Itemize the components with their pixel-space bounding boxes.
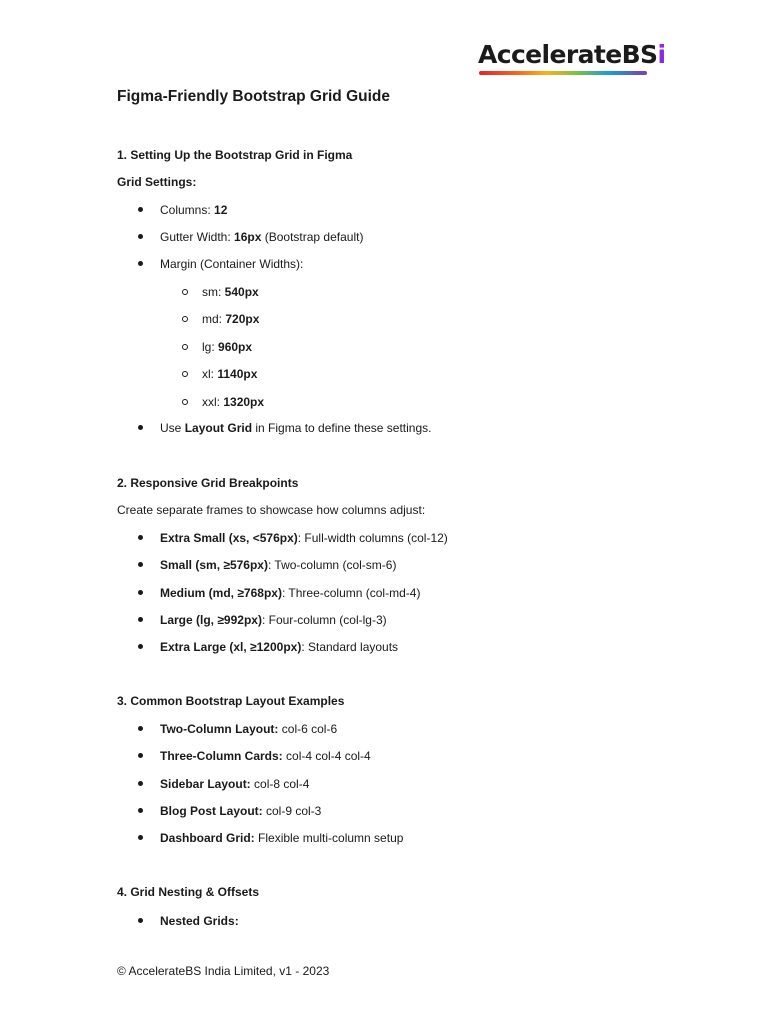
section-3-heading: 3. Common Bootstrap Layout Examples <box>117 694 345 708</box>
list-item <box>160 804 321 818</box>
grid-settings-subheading: Grid Settings: <box>117 175 197 189</box>
list-item <box>160 640 398 654</box>
item-bold: Three-Column Cards: <box>160 749 283 763</box>
list-item-columns <box>160 203 227 217</box>
document-title: Figma-Friendly Bootstrap Grid Guide <box>117 88 390 105</box>
container-item-xxl <box>202 395 264 409</box>
container-value: 1320px <box>223 395 265 409</box>
item-text: Flexible multi-column setup <box>254 831 404 845</box>
item-text: col-4 col-4 col-4 <box>282 749 371 763</box>
item-bold: Extra Large (xl, ≥1200px) <box>160 640 302 654</box>
circle-bullet-icon <box>182 316 188 322</box>
use-prefix: Use <box>160 421 185 435</box>
columns-label: Columns: <box>160 203 215 217</box>
logo-text-main: AccelerateBS <box>478 40 658 69</box>
bullet-icon <box>138 808 143 813</box>
gutter-suffix: (Bootstrap default) <box>261 230 364 244</box>
list-item <box>160 586 420 600</box>
container-item-lg <box>202 340 252 354</box>
container-item-md <box>202 312 259 326</box>
item-text: : Three-column (col-md-4) <box>281 586 421 600</box>
section-2-heading: 2. Responsive Grid Breakpoints <box>117 476 299 490</box>
bullet-icon <box>138 835 143 840</box>
logo-text-accent: i <box>657 40 666 69</box>
list-item <box>160 914 239 928</box>
circle-bullet-icon <box>182 289 188 295</box>
list-item-gutter <box>160 230 363 244</box>
bullet-icon <box>138 234 143 239</box>
container-value: 720px <box>225 312 260 326</box>
list-item <box>160 777 309 791</box>
bullet-icon <box>138 425 143 430</box>
container-label: sm: <box>202 285 225 299</box>
bullet-icon <box>138 207 143 212</box>
container-item-sm <box>202 285 259 299</box>
bullet-icon <box>138 918 143 923</box>
item-text: : Two-column (col-sm-6) <box>267 558 397 572</box>
item-text: col-8 col-4 <box>250 777 310 791</box>
logo-text <box>478 40 666 70</box>
item-text: col-9 col-3 <box>262 804 322 818</box>
bullet-icon <box>138 535 143 540</box>
item-bold: Nested Grids: <box>160 914 239 928</box>
section-4-heading: 4. Grid Nesting & Offsets <box>117 885 260 899</box>
item-text: : Full-width columns (col-12) <box>297 531 448 545</box>
item-bold: Two-Column Layout: <box>160 722 279 736</box>
list-item <box>160 613 387 627</box>
container-value: 1140px <box>217 367 258 381</box>
bullet-icon <box>138 261 143 266</box>
circle-bullet-icon <box>182 344 188 350</box>
item-bold: Dashboard Grid: <box>160 831 255 845</box>
list-item-layout-grid <box>160 421 431 435</box>
list-item <box>160 558 396 572</box>
item-bold: Small (sm, ≥576px) <box>160 558 268 572</box>
circle-bullet-icon <box>182 371 188 377</box>
item-bold: Large (lg, ≥992px) <box>160 613 262 627</box>
container-label: xxl: <box>202 395 224 409</box>
container-label: md: <box>202 312 226 326</box>
bullet-icon <box>138 644 143 649</box>
list-item-margin: Margin (Container Widths): <box>160 257 304 271</box>
gutter-label: Gutter Width: <box>160 230 235 244</box>
section-1-heading: 1. Setting Up the Bootstrap Grid in Figma <box>117 148 353 162</box>
bullet-icon <box>138 617 143 622</box>
company-logo <box>478 40 666 80</box>
container-value: 540px <box>224 285 259 299</box>
item-text: col-6 col-6 <box>278 722 338 736</box>
columns-value: 12 <box>214 203 228 217</box>
container-label: xl: <box>202 367 218 381</box>
logo-gradient-bar <box>479 71 647 75</box>
section-2-intro: Create separate frames to showcase how columns adjust: <box>117 503 426 517</box>
container-label: lg: <box>202 340 219 354</box>
container-value: 960px <box>218 340 253 354</box>
bullet-icon <box>138 562 143 567</box>
list-item <box>160 722 337 736</box>
gutter-value: 16px <box>234 230 262 244</box>
container-item-xl <box>202 367 257 381</box>
item-bold: Blog Post Layout: <box>160 804 263 818</box>
list-item <box>160 831 403 845</box>
item-bold: Extra Small (xs, <576px) <box>160 531 298 545</box>
list-item <box>160 749 371 763</box>
circle-bullet-icon <box>182 399 188 405</box>
use-suffix: in Figma to define these settings. <box>252 421 432 435</box>
footer-copyright: © AccelerateBS India Limited, v1 - 2023 <box>117 964 330 978</box>
item-text: : Four-column (col-lg-3) <box>261 613 387 627</box>
bullet-icon <box>138 726 143 731</box>
item-bold: Sidebar Layout: <box>160 777 251 791</box>
list-item <box>160 531 448 545</box>
bullet-icon <box>138 590 143 595</box>
item-text: : Standard layouts <box>301 640 399 654</box>
use-bold: Layout Grid <box>184 421 253 435</box>
item-bold: Medium (md, ≥768px) <box>160 586 282 600</box>
bullet-icon <box>138 781 143 786</box>
bullet-icon <box>138 753 143 758</box>
